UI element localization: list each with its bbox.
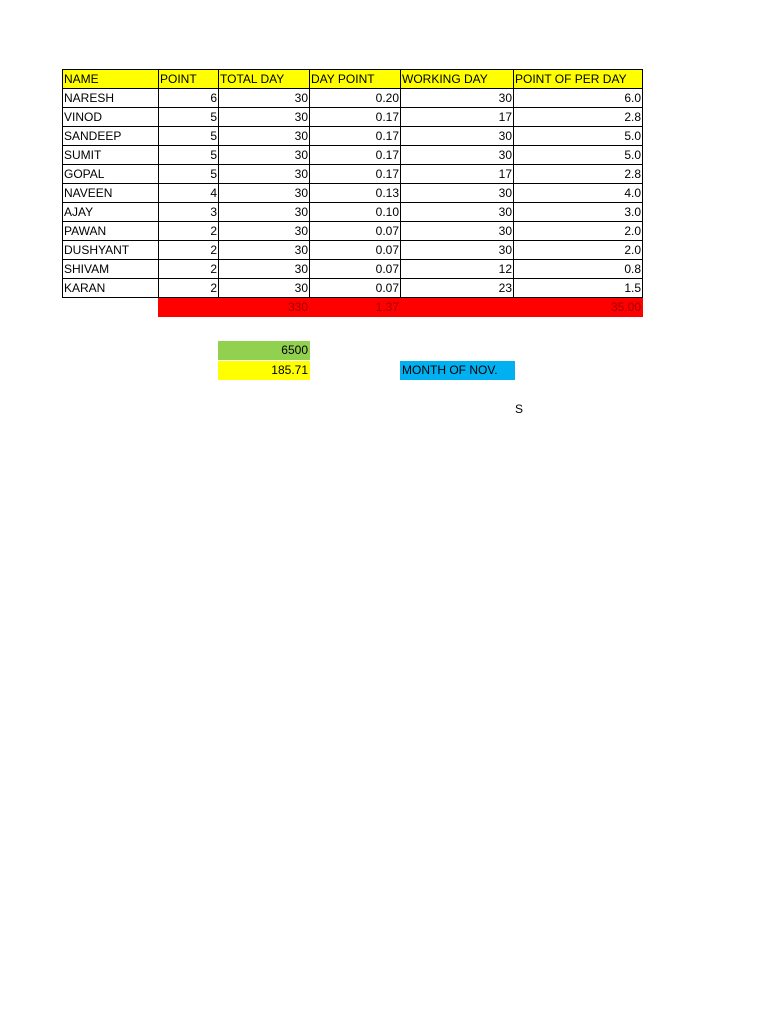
- totals-row: [63, 298, 643, 317]
- name-cell[interactable]: KARAN: [63, 279, 159, 298]
- value-cell[interactable]: 2.0: [514, 241, 643, 260]
- totals-cell[interactable]: 35.00: [514, 298, 643, 317]
- value-cell[interactable]: 30: [401, 184, 514, 203]
- value-cell[interactable]: 0.10: [310, 203, 401, 222]
- value-cell[interactable]: 17: [401, 165, 514, 184]
- name-cell[interactable]: NARESH: [63, 89, 159, 108]
- name-cell[interactable]: AJAY: [63, 203, 159, 222]
- month-label-cell[interactable]: MONTH OF NOV.: [400, 361, 515, 380]
- table-row: [63, 146, 643, 165]
- name-cell[interactable]: GOPAL: [63, 165, 159, 184]
- value-cell[interactable]: 0.8: [514, 260, 643, 279]
- value-cell[interactable]: 30: [401, 89, 514, 108]
- value-cell[interactable]: 6: [159, 89, 219, 108]
- value-cell[interactable]: 0.07: [310, 279, 401, 298]
- value-cell[interactable]: 4: [159, 184, 219, 203]
- name-cell[interactable]: SHIVAM: [63, 260, 159, 279]
- value-cell[interactable]: 30: [219, 184, 310, 203]
- table-row: [63, 203, 643, 222]
- stray-letter-cell[interactable]: S: [515, 402, 524, 416]
- value-cell[interactable]: 0.07: [310, 222, 401, 241]
- header-point-per-day[interactable]: POINT OF PER DAY: [514, 70, 643, 89]
- value-cell[interactable]: 30: [219, 89, 310, 108]
- value-cell[interactable]: 30: [219, 146, 310, 165]
- totals-cell[interactable]: [401, 298, 514, 317]
- totals-cell[interactable]: [159, 298, 219, 317]
- value-cell[interactable]: 30: [401, 146, 514, 165]
- value-cell[interactable]: 30: [219, 108, 310, 127]
- name-cell[interactable]: PAWAN: [63, 222, 159, 241]
- value-cell[interactable]: 3.0: [514, 203, 643, 222]
- value-cell[interactable]: 30: [219, 165, 310, 184]
- table-row: [63, 260, 643, 279]
- value-cell[interactable]: 2: [159, 260, 219, 279]
- value-cell[interactable]: 1.5: [514, 279, 643, 298]
- value-cell[interactable]: 6.0: [514, 89, 643, 108]
- name-cell[interactable]: DUSHYANT: [63, 241, 159, 260]
- value-cell[interactable]: 0.17: [310, 165, 401, 184]
- value-cell[interactable]: 0.17: [310, 127, 401, 146]
- value-cell[interactable]: 17: [401, 108, 514, 127]
- value-cell[interactable]: 3: [159, 203, 219, 222]
- value-cell[interactable]: 30: [401, 222, 514, 241]
- table-row: [63, 165, 643, 184]
- value-cell[interactable]: 4.0: [514, 184, 643, 203]
- value-cell[interactable]: 2: [159, 222, 219, 241]
- totals-cell[interactable]: 330: [219, 298, 310, 317]
- header-point[interactable]: POINT: [159, 70, 219, 89]
- table-row: [63, 279, 643, 298]
- value-cell[interactable]: 30: [219, 260, 310, 279]
- header-day-point[interactable]: DAY POINT: [310, 70, 401, 89]
- value-cell[interactable]: 5: [159, 146, 219, 165]
- value-cell[interactable]: 5.0: [514, 127, 643, 146]
- table-row: [63, 241, 643, 260]
- value-cell[interactable]: 30: [401, 127, 514, 146]
- value-cell[interactable]: 30: [219, 241, 310, 260]
- table-row: [63, 127, 643, 146]
- value-cell[interactable]: 2.8: [514, 108, 643, 127]
- value-cell[interactable]: 30: [219, 203, 310, 222]
- value-cell[interactable]: 30: [219, 127, 310, 146]
- value-cell[interactable]: 0.07: [310, 241, 401, 260]
- value-cell[interactable]: 30: [219, 222, 310, 241]
- value-cell[interactable]: 30: [219, 279, 310, 298]
- value-cell[interactable]: 30: [401, 203, 514, 222]
- header-total-day[interactable]: TOTAL DAY: [219, 70, 310, 89]
- points-table: [62, 69, 643, 317]
- value-cell[interactable]: 2: [159, 279, 219, 298]
- header-working-day[interactable]: WORKING DAY: [401, 70, 514, 89]
- value-cell[interactable]: 2: [159, 241, 219, 260]
- value-cell[interactable]: 0.07: [310, 260, 401, 279]
- value-cell[interactable]: 0.17: [310, 108, 401, 127]
- totals-cell[interactable]: [63, 298, 159, 317]
- table-row: [63, 89, 643, 108]
- value-cell[interactable]: 0.13: [310, 184, 401, 203]
- name-cell[interactable]: VINOD: [63, 108, 159, 127]
- header-row: [63, 70, 643, 89]
- table-row: [63, 184, 643, 203]
- value-cell[interactable]: 2.8: [514, 165, 643, 184]
- value-cell[interactable]: 0.17: [310, 146, 401, 165]
- value-cell[interactable]: 5.0: [514, 146, 643, 165]
- totals-cell[interactable]: 1.37: [310, 298, 401, 317]
- header-name[interactable]: NAME: [63, 70, 159, 89]
- name-cell[interactable]: NAVEEN: [63, 184, 159, 203]
- yellow-value-cell[interactable]: 185.71: [218, 361, 310, 380]
- table-row: [63, 222, 643, 241]
- value-cell[interactable]: 2.0: [514, 222, 643, 241]
- value-cell[interactable]: 5: [159, 127, 219, 146]
- value-cell[interactable]: 12: [401, 260, 514, 279]
- green-value-cell[interactable]: 6500: [218, 341, 310, 360]
- name-cell[interactable]: SANDEEP: [63, 127, 159, 146]
- table-row: [63, 108, 643, 127]
- value-cell[interactable]: 5: [159, 108, 219, 127]
- name-cell[interactable]: SUMIT: [63, 146, 159, 165]
- value-cell[interactable]: 0.20: [310, 89, 401, 108]
- value-cell[interactable]: 30: [401, 241, 514, 260]
- value-cell[interactable]: 5: [159, 165, 219, 184]
- value-cell[interactable]: 23: [401, 279, 514, 298]
